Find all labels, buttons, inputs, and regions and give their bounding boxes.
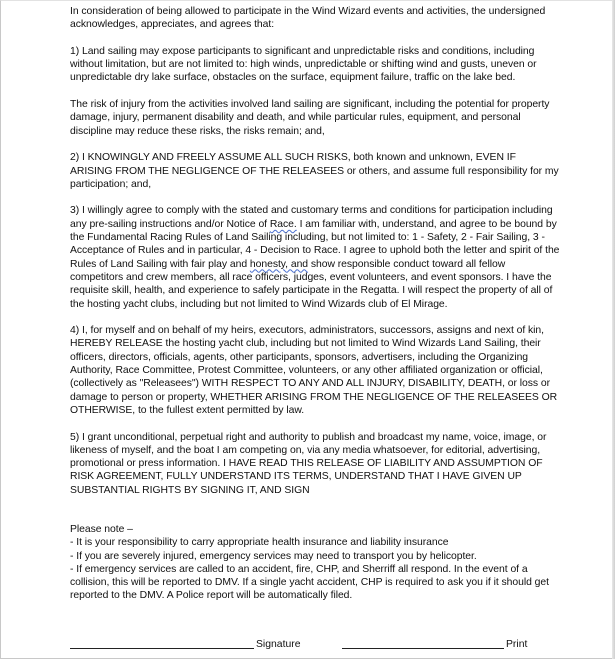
signature-line[interactable]: [70, 648, 254, 649]
clause-2-paragraph: 2) I KNOWINGLY AND FREELY ASSUME ALL SUCH RISKS, both known and unknown, EVEN IF ARISING FROM THE NEGLIGENCE OF THE RELEASEES or others, and assume full responsibility for my participation; and,: [70, 152, 559, 190]
signature-label: Signature: [256, 639, 301, 650]
print-label: Print: [506, 639, 528, 650]
note-item: - If emergency services are called to an accident, fire, CHP, and Sherriff all respond. In the event of a collision, this will be reported to DMV. If a single yacht accident, CHP is required to ask you if it should get reported to the DMV. A Police report will be automatically filed.: [70, 563, 549, 602]
clause-4-paragraph: 4) I, for myself and on behalf of my heirs, executors, administrators, successors, assigns and next of kin, HEREBY RELEASE the hosting yacht club, including but not limited to Wind Wizards Land Sailing, their officers, directors, officials, agents, other participants, sponsors, advertisers, including the Organizing Authority, Race Committee, Protest Committee, volunteers, or any other affiliated organization or official, (collectively as "Releasees") WITH RESPECT TO ANY AND ALL INJURY, DISABILITY, DEATH, or loss or damage to person or property, WHETHER ARISING FROM THE NEGLIGENCE OF THE RELEASEES OR OTHERWISE, to the fullest extent permitted by law.: [70, 325, 558, 416]
clause-1-paragraph: 1) Land sailing may expose participants to significant and unpredictable risks and conditions, including without limitation, but are not limited to: high winds, unpredictable or shifting wind and gusts, uneven or unpredictable dry lake surface, obstacles on the surface, equipment failure, traffic on the lake bed.: [70, 45, 537, 84]
clause-3-paragraph: [70, 204, 560, 310]
clause-3-text-1: 3) I willingly agree to comply with the stated and customary terms and conditions for participation including any pre-sailing instructions and/or Notice of: [70, 205, 553, 230]
clause-5-paragraph: 5) I grant unconditional, perpetual right and authority to publish and broadcast my name, voice, image, or likeness of myself, and the boat I am competing on, via any media whatsoever, for editorial, advertising, promotional or press information. I HAVE READ THIS RELEASE OF LIABILITY AND ASSUMPTION OF RISK AGREEMENT, FULLY UNDERSTAND ITS TERMS, UNDERSTAND THAT I HAVE GIVEN UP SUBSTANTIAL RIGHTS BY SIGNING IT, AND SIGN: [70, 431, 547, 496]
signature-row: [70, 638, 560, 652]
print-name-line[interactable]: [342, 648, 504, 649]
risk-paragraph: The risk of injury from the activities involved land sailing are significant, including the potential for property damage, injury, permanent disability and death, and while particular rules, equipment, and personal discipline may reduce these risks, the risks remain; and,: [70, 99, 550, 137]
note-heading: Please note –: [70, 523, 133, 535]
please-note-block: [70, 523, 560, 603]
clause-3-text-2: I am familiar with, understand, and agree to be bound by the Fundamental Racing Rules of Land Sailing including, but not limited to: 1 - Safety, 2 - Fair Sailing, 3 - Acceptance of Rules and in particular, 4 - Decision to Race. I agree to uphold both the letter and spirit of the Rules of Land Sailing with fair play and: [70, 218, 560, 270]
note-item: - It is your responsibility to carry appropriate health insurance and liability insurance: [70, 537, 449, 549]
clause-3-text-3: show responsible conduct toward all fellow competitors and crew members, all race officers, judges, event volunteers, and event sponsors. I have the requisite skill, health, and experience to safely participate in the Regatta. I will respect the property of all of the hosting yacht clubs, including but not limited to Wind Wizards club of El Mirage.: [70, 258, 553, 310]
waiver-body: [70, 5, 560, 603]
spellcheck-flag-honesty[interactable]: honesty, and: [249, 258, 309, 270]
note-item: - If you are severely injured, emergency services may need to transport you by helicopter.: [70, 550, 477, 562]
spellcheck-flag-race[interactable]: Race.: [269, 218, 297, 230]
intro-paragraph: In consideration of being allowed to participate in the Wind Wizard events and activities, the undersigned acknowledges, appreciates, and agrees that:: [70, 6, 546, 31]
